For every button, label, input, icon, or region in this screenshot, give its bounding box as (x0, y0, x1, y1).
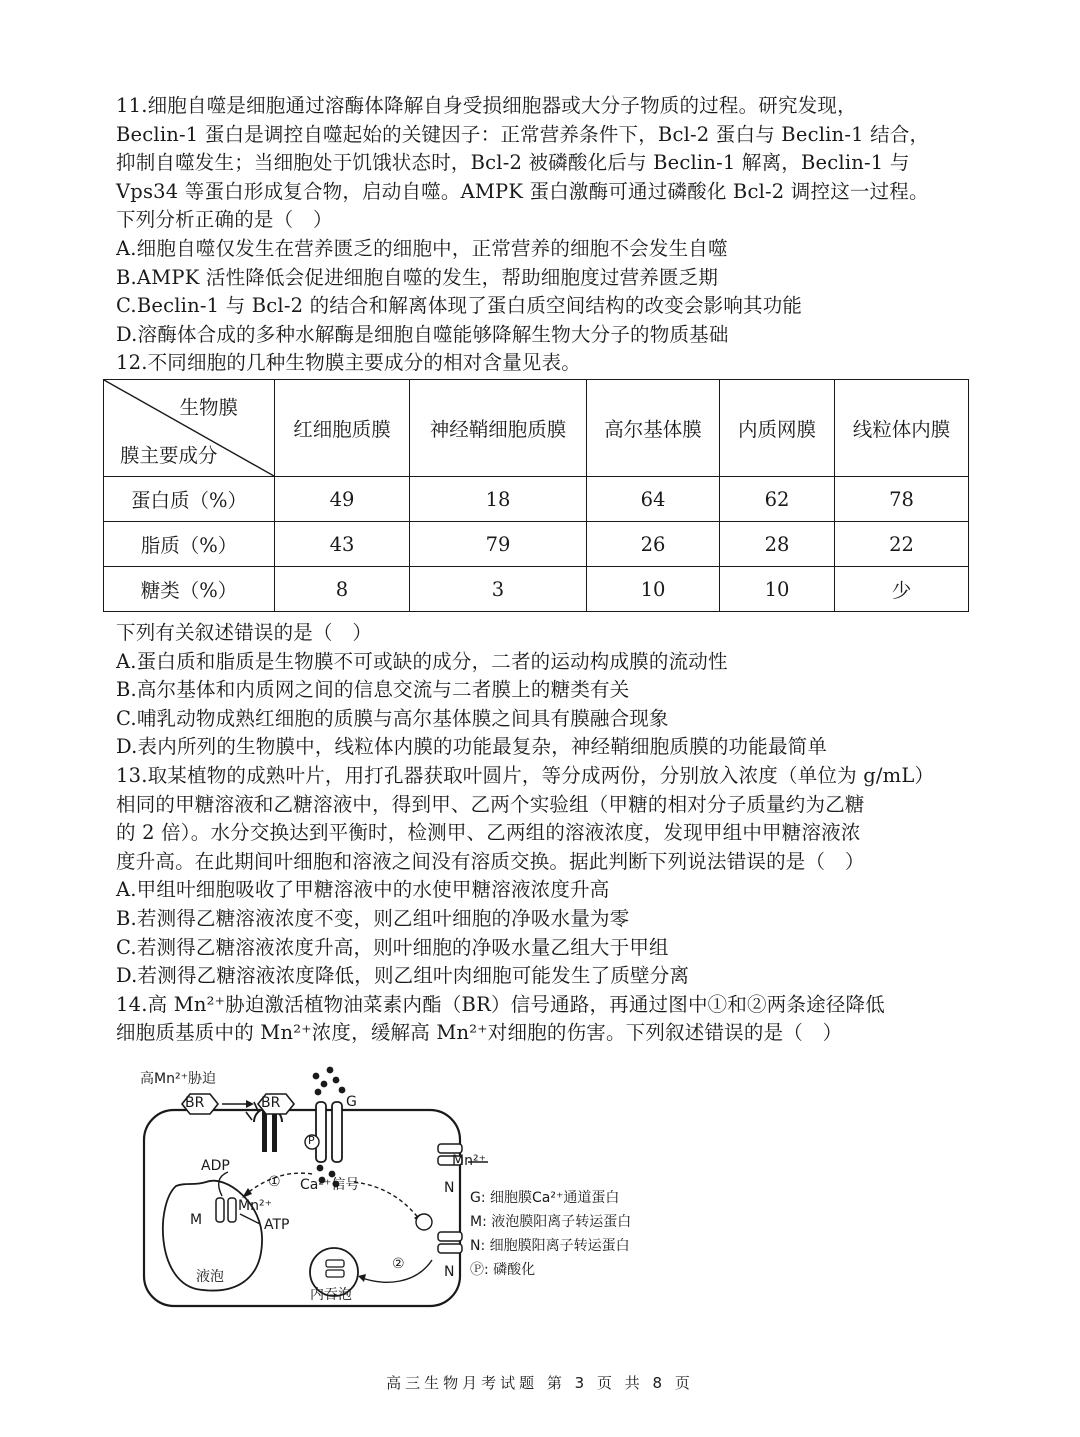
table-cell: 8 (275, 567, 410, 612)
legend-item: Ⓟ: 磷酸化 (470, 1262, 536, 1278)
text-line: 下列分析正确的是（ ） (116, 208, 333, 232)
row-label: 糖类（%） (104, 567, 275, 612)
text-line: 11.细胞自噬是细胞通过溶酶体降解自身受损细胞器或大分子物质的过程。研究发现， (116, 94, 857, 117)
corner-bottom-label: 膜主要成分 (120, 444, 218, 467)
column-header: 内质网膜 (720, 380, 835, 477)
question-12-stem: 12.不同细胞的几种生物膜主要成分的相对含量见表。 (116, 351, 582, 375)
legend-item: G: 细胞膜Ca²⁺通道蛋白 (470, 1190, 620, 1206)
m-label: M (190, 1212, 203, 1228)
column-header: 神经鞘细胞质膜 (410, 380, 587, 477)
option-b: B.AMPK 活性降低会促进细胞自噬的发生，帮助细胞度过营养匮乏期 (116, 265, 719, 289)
table-row (104, 522, 969, 567)
table-corner-cell (104, 380, 275, 477)
atp-label: ATP (264, 1217, 290, 1233)
legend-item: M: 液泡膜阳离子转运蛋白 (470, 1214, 632, 1230)
question-13-stem: 13.取某植物的成熟叶片，用打孔器获取叶圆片，等分成两份，分别放入浓度（单位为 g/mL） (116, 763, 935, 787)
vacuole-label: 液泡 (196, 1269, 224, 1285)
question-11-and-12-text (116, 92, 976, 378)
text-line: 度升高。在此期间叶细胞和溶液之间没有溶质交换。据此判断下列说法错误的是（ ） (116, 849, 865, 873)
option-c: C.若测得乙糖溶液浓度升高，则叶细胞的净吸水量乙组大于甲组 (116, 935, 669, 959)
option-a: A.细胞自噬仅发生在营养匮乏的细胞中，正常营养的细胞不会发生自噬 (116, 236, 728, 260)
table-row (104, 477, 969, 522)
option-a: A.蛋白质和脂质是生物膜不可或缺的成分，二者的运动构成膜的流动性 (116, 649, 728, 673)
table-cell: 3 (410, 567, 587, 612)
text-line: Vps34 等蛋白形成复合物，启动自噬。AMPK 蛋白激酶可通过磷酸化 Bcl-2 调控这一过程。 (116, 179, 929, 203)
table-cell: 10 (587, 567, 720, 612)
table-cell: 18 (410, 477, 587, 522)
option-c: C.Beclin-1 与 Bcl-2 的结合和解离体现了蛋白质空间结构的改变会影响其功能 (116, 294, 803, 318)
option-d: D.若测得乙糖溶液浓度降低，则乙组叶肉细胞可能发生了质壁分离 (116, 964, 690, 988)
vesicle-label: 内吞泡 (310, 1287, 352, 1303)
ca-signal-label: Ca²⁺信号 (300, 1177, 360, 1193)
br-label: BR (185, 1095, 205, 1111)
text-line: 下列有关叙述错误的是（ ） (116, 621, 373, 644)
option-c: C.哺乳动物成熟红细胞的质膜与高尔基体膜之间具有膜融合现象 (116, 706, 669, 730)
text-line: 抑制自噬发生；当细胞处于饥饿状态时，Bcl-2 被磷酸化后与 Beclin-1 解离，Beclin-1 与 (116, 151, 910, 175)
table-row (104, 567, 969, 612)
table-header-row (104, 380, 969, 477)
legend-item: N: 细胞膜阳离子转运蛋白 (470, 1238, 630, 1254)
membrane-composition-table (103, 379, 969, 612)
table-cell: 43 (275, 522, 410, 567)
table-cell: 28 (720, 522, 835, 567)
n-bottom-label: N (444, 1264, 455, 1280)
option-d: D.表内所列的生物膜中，线粒体内膜的功能最复杂，神经鞘细胞质膜的功能最简单 (116, 735, 828, 759)
phospho-label: P (308, 1134, 315, 1147)
adp-label: ADP (201, 1158, 230, 1174)
column-header: 高尔基体膜 (587, 380, 720, 477)
option-d: D.溶酶体合成的多种水解酶是细胞自噬能够降解生物大分子的物质基础 (116, 322, 729, 346)
table-cell: 78 (835, 477, 969, 522)
column-header: 线粒体内膜 (835, 380, 969, 477)
row-label: 蛋白质（%） (104, 477, 275, 522)
text-line: 细胞质基质中的 Mn²⁺浓度，缓解高 Mn²⁺对细胞的伤害。下列叙述错误的是（ ） (116, 1021, 843, 1045)
text-line: Beclin-1 蛋白是调控自噬起始的关键因子：正常营养条件下，Bcl-2 蛋白与 Beclin-1 结合， (116, 122, 930, 146)
questions-12-to-14-text (116, 619, 976, 1048)
table-cell: 10 (720, 567, 835, 612)
column-header: 红细胞质膜 (275, 380, 410, 477)
diagram-legend (470, 1186, 631, 1282)
option-b: B.高尔基体和内质网之间的信息交流与二者膜上的糖类有关 (116, 678, 630, 702)
table-cell: 79 (410, 522, 587, 567)
mn-outer-label: Mn²⁺ (452, 1153, 486, 1169)
mn-inner-label: Mn²⁺ (238, 1198, 272, 1214)
text-line: 相同的甲糖溶液和乙糖溶液中，得到甲、乙两个实验组（甲糖的相对分子质量约为乙糖 (116, 792, 865, 816)
pathway-1-label: ① (268, 1174, 281, 1190)
option-a: A.甲组叶细胞吸收了甲糖溶液中的水使甲糖溶液浓度升高 (116, 878, 610, 902)
row-label: 脂质（%） (104, 522, 275, 567)
page-footer: 高三生物月考试题 第 3 页 共 8 页 (386, 1374, 694, 1392)
n-top-label: N (444, 1180, 455, 1196)
table-cell: 22 (835, 522, 969, 567)
br-receptor-label: BR (261, 1095, 281, 1111)
corner-top-label: 生物膜 (179, 396, 238, 419)
g-label: G (346, 1094, 357, 1110)
table-cell: 49 (275, 477, 410, 522)
option-b: B.若测得乙糖溶液浓度不变，则乙组叶细胞的净吸水量为零 (116, 906, 630, 930)
question-14-stem: 14.高 Mn²⁺胁迫激活植物油菜素内酯（BR）信号通路，再通过图中①和②两条途径降低 (116, 992, 885, 1016)
table-cell: 62 (720, 477, 835, 522)
pathway-2-label: ② (392, 1256, 405, 1272)
table-cell: 少 (835, 567, 969, 612)
table-cell: 26 (587, 522, 720, 567)
table-cell: 64 (587, 477, 720, 522)
text-line: 的 2 倍）。水分交换达到平衡时，检测甲、乙两组的溶液浓度，发现甲组中甲糖溶液浓 (116, 821, 861, 845)
stress-label: 高Mn²⁺胁迫 (140, 1071, 216, 1087)
